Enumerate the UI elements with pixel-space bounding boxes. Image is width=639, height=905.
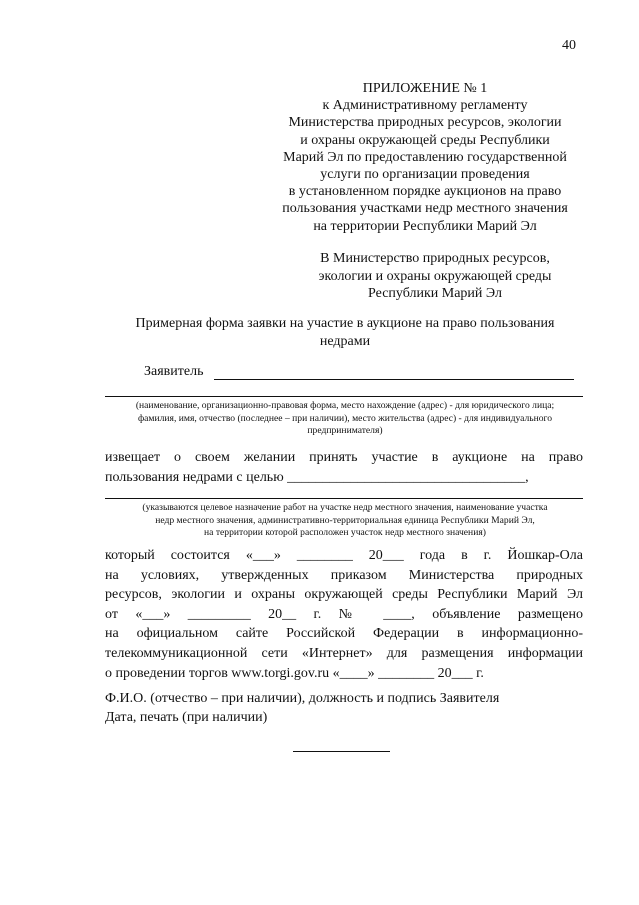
applicant-note [105, 400, 585, 438]
appendix-line: в установленном порядке аукционов на право [288, 184, 562, 200]
addressee-line: В Министерство природных ресурсов, [320, 251, 550, 266]
appendix-line: пользования участками недр местного значения [282, 201, 568, 217]
auction-line: от «___» _________ 20__ г. № ____, объявление размещено [105, 606, 583, 622]
appendix-line: Марий Эл по предоставлению государственной [283, 149, 567, 165]
addressee-block [290, 250, 580, 303]
auction-line: который состоится «___» ________ 20___ года в г. Йошкар-Ола [105, 548, 583, 563]
form-title-line: Примерная форма заявки на участие в аукционе на право пользования [135, 316, 555, 331]
auction-line: о проведении торгов www.torgi.gov.ru «____» ________ 20___ г. [105, 665, 484, 681]
addressee-line: Республики Марий Эл [368, 286, 502, 301]
appendix-line: ПРИЛОЖЕНИЕ № 1 [362, 81, 488, 96]
intent-line: пользования недрами с целью __________________________________, [105, 469, 529, 485]
applicant-name-field[interactable] [214, 379, 574, 380]
auction-paragraph [105, 546, 583, 683]
signature-field[interactable] [293, 751, 390, 752]
appendix-line: и охраны окружающей среды Республики [300, 132, 550, 148]
auction-line: ресурсов, экологии и охраны окружающей среды Республики Марий Эл [105, 587, 583, 603]
auction-line: телекоммуникационной сети «Интернет» для размещения информации [105, 645, 583, 661]
note-line: предпринимателя) [307, 425, 383, 437]
note-line: фамилия, имя, отчество (последнее – при наличии), место жительства (адрес) - для индивидуального [137, 412, 553, 424]
appendix-line: Министерства природных ресурсов, экологии [288, 115, 562, 131]
purpose-field[interactable] [105, 498, 583, 499]
auction-line: на условиях, утвержденных приказом Министерства природных [105, 567, 583, 583]
note-line: на территории которой расположен участок недр местного значения) [204, 527, 486, 539]
note-line: (указываются целевое назначение работ на участке недр местного значения, наименование участка [142, 502, 548, 513]
applicant-address-field[interactable] [105, 396, 583, 397]
signature-block [105, 690, 499, 727]
page-number: 40 [562, 38, 576, 53]
signature-line-text: Ф.И.О. (отчество – при наличии), должность и подпись Заявителя [105, 691, 500, 706]
note-line: недр местного значения, административно-территориальная единица Республики Марий Эл, [155, 514, 535, 526]
auction-line: на официальном сайте Российской Федерации в информационно- [105, 626, 583, 642]
addressee-line: экологии и охраны окружающей среды [318, 268, 552, 284]
intent-paragraph [105, 448, 583, 487]
purpose-note [105, 502, 585, 540]
note-line: (наименование, организационно-правовая форма, место нахождение (адрес) - для юридического лица; [135, 400, 555, 411]
appendix-line: услуги по организации проведения [320, 167, 530, 183]
form-title-line: недрами [319, 333, 371, 349]
applicant-label: Заявитель [144, 364, 204, 379]
signature-line-text: Дата, печать (при наличии) [105, 709, 268, 725]
appendix-line: к Административному регламенту [322, 98, 528, 114]
appendix-header [255, 80, 595, 235]
intent-line: извещает о своем желании принять участие в аукционе на право [105, 450, 583, 465]
appendix-line: на территории Республики Марий Эл [313, 218, 537, 234]
form-title [105, 315, 585, 350]
